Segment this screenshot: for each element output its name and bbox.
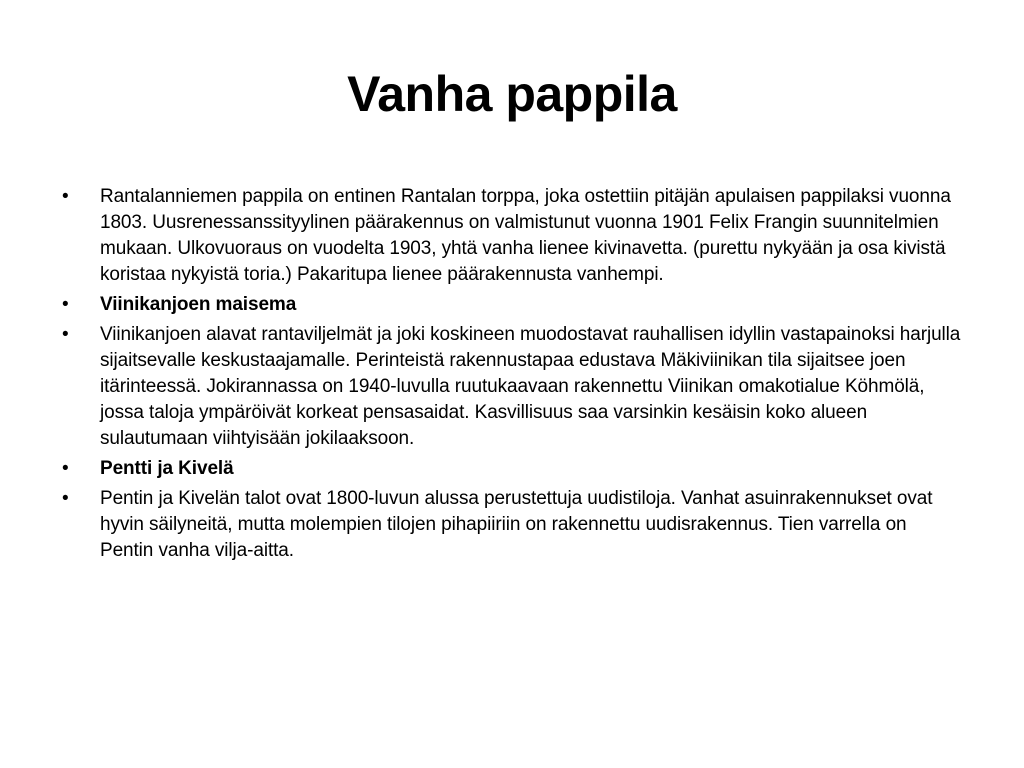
- bullet-icon: •: [62, 294, 69, 315]
- list-item: [62, 322, 962, 452]
- slide-title: Vanha pappila: [347, 66, 677, 122]
- list-item-text: Rantalanniemen pappila on entinen Rantalan torppa, joka ostettiin pitäjän apulaisen pappilaksi vuonna 1803. Uusrenessanssityylinen päärakennus on valmistunut vuonna 1901 Felix Frangin suunnitelmien mukaan. Ulkovuoraus on vuodelta 1903, yhtä vanha lienee kivinavetta. (purettu nykyään ja osa kivistä koristaa nykyistä toria.) Pakaritupa lienee päärakennusta vanhempi.: [100, 186, 951, 285]
- list-item-text: Pentin ja Kivelän talot ovat 1800-luvun alussa perustettuja uudistiloja. Vanhat asuinrakennukset ovat hyvin säilyneitä, mutta molempien tilojen pihapiiriin on rakennettu uudisrakennus. Tien varrella on Pentin vanha vilja-aitta.: [100, 488, 933, 561]
- bullet-icon: •: [62, 186, 69, 207]
- bullet-icon: •: [62, 488, 69, 509]
- list-item-text: Viinikanjoen maisema: [100, 294, 297, 315]
- bullet-icon: •: [62, 458, 69, 479]
- list-item-text: Viinikanjoen alavat rantaviljelmät ja joki koskineen muodostavat rauhallisen idyllin vastapainoksi harjulla sijaitsevalle keskustaajamalle. Perinteistä rakennustapaa edustava Mäkiviinikan tila sijaitsee joen itärinteessä. Jokirannassa on 1940-luvulla ruutukaavaan rakennettu Viinikan omakotialue Köhmölä, jossa taloja ympäröivät korkeat pensasaidat. Kasvillisuus saa varsinkin kesäisin koko alueen sulautumaan viihtyisään jokilaaksoon.: [100, 324, 961, 449]
- list-item-heading: [62, 456, 962, 482]
- bullet-icon: •: [62, 324, 69, 345]
- list-item: [62, 184, 962, 288]
- list-item-text: Pentti ja Kivelä: [100, 458, 234, 479]
- list-item: [62, 486, 962, 564]
- list-item-heading: [62, 292, 962, 318]
- bullet-list: [62, 184, 962, 568]
